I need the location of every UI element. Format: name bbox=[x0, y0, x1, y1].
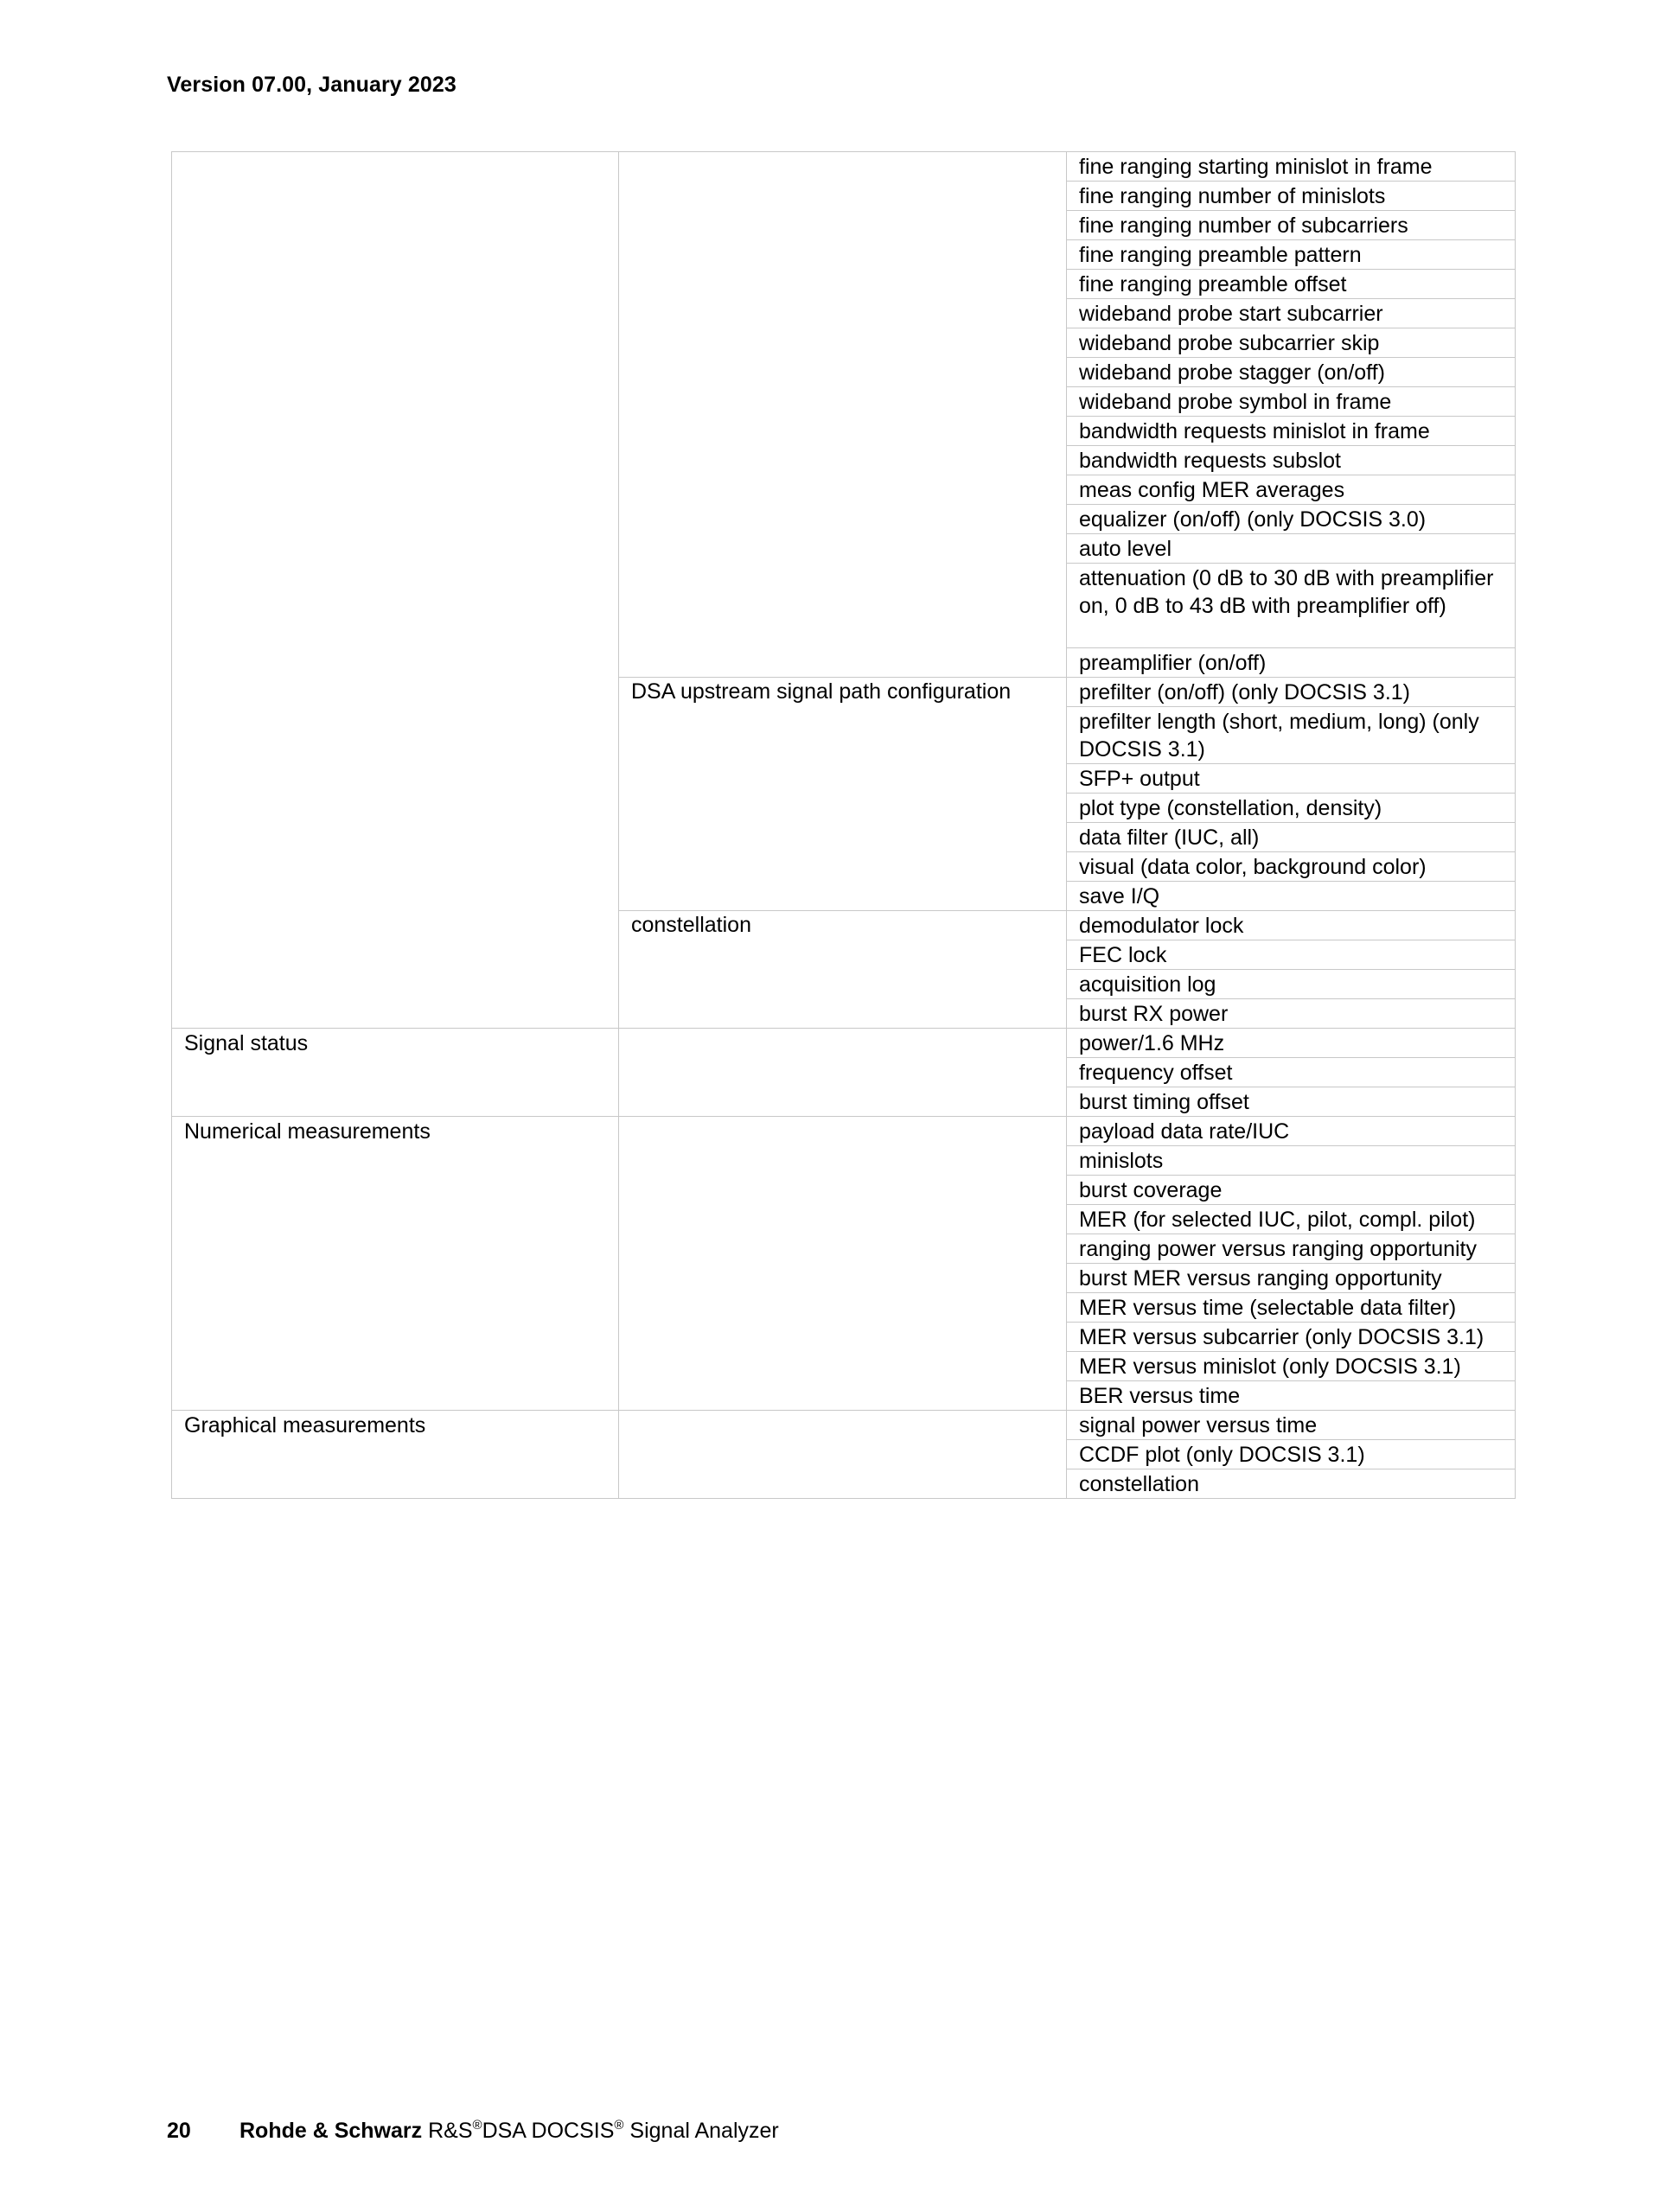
subcategory-cell bbox=[619, 678, 1067, 911]
list-item: burst timing offset bbox=[1079, 1090, 1249, 1114]
list-item: ranging power versus ranging opportunity bbox=[1067, 1234, 1515, 1264]
list-item: fine ranging preamble offset bbox=[1067, 270, 1515, 299]
category-cell bbox=[172, 1029, 619, 1117]
list-item: MER versus time (selectable data filter) bbox=[1067, 1293, 1515, 1323]
subcategory-label: DSA upstream signal path configuration bbox=[631, 679, 1012, 704]
list-item: SFP+ output bbox=[1067, 764, 1515, 794]
list-item: MER versus subcarrier (only DOCSIS 3.1) bbox=[1067, 1323, 1515, 1352]
list-item: wideband probe start subcarrier bbox=[1067, 299, 1515, 328]
table-row bbox=[172, 1029, 1516, 1117]
category-label: Signal status bbox=[184, 1031, 309, 1055]
list-item: meas config MER averages bbox=[1067, 475, 1515, 505]
table-row bbox=[172, 152, 1516, 678]
footer bbox=[167, 2119, 779, 2144]
product-prefix: R&S bbox=[428, 2119, 473, 2143]
items-cell bbox=[1067, 1411, 1516, 1499]
list-item: MER (for selected IUC, pilot, compl. pilot) bbox=[1067, 1205, 1515, 1234]
category-cell bbox=[172, 1411, 619, 1499]
list-item: CCDF plot (only DOCSIS 3.1) bbox=[1067, 1440, 1515, 1469]
list-item: fine ranging number of minislots bbox=[1067, 182, 1515, 211]
subcategory-cell bbox=[619, 911, 1067, 1029]
header-version: Version 07.00, January 2023 bbox=[167, 73, 456, 97]
list-item: BER versus time bbox=[1079, 1384, 1241, 1408]
list-item: equalizer (on/off) (only DOCSIS 3.0) bbox=[1067, 505, 1515, 534]
list-item: auto level bbox=[1067, 534, 1515, 564]
list-item: fine ranging preamble pattern bbox=[1067, 240, 1515, 270]
list-item: prefilter length (short, medium, long) (only DOCSIS 3.1) bbox=[1067, 707, 1515, 764]
list-item: MER versus minislot (only DOCSIS 3.1) bbox=[1067, 1352, 1515, 1381]
product-name: DSA DOCSIS bbox=[482, 2119, 615, 2143]
category-label: Graphical measurements bbox=[184, 1413, 426, 1437]
brand-name: Rohde & Schwarz bbox=[239, 2119, 423, 2143]
list-item: acquisition log bbox=[1067, 970, 1515, 999]
subcategory-cell bbox=[619, 152, 1067, 678]
list-item: preamplifier (on/off) bbox=[1079, 651, 1267, 675]
subcategory-cell bbox=[619, 1411, 1067, 1499]
registered-mark: ® bbox=[614, 2118, 624, 2132]
list-item: attenuation (0 dB to 30 dB with preamplifier on, 0 dB to 43 dB with preamplifier off) bbox=[1067, 564, 1515, 648]
table-row bbox=[172, 1117, 1516, 1411]
items-cell bbox=[1067, 911, 1516, 1029]
list-item: fine ranging starting minislot in frame bbox=[1067, 152, 1515, 182]
product-suffix: Signal Analyzer bbox=[629, 2119, 779, 2143]
list-item: wideband probe stagger (on/off) bbox=[1067, 358, 1515, 387]
registered-mark: ® bbox=[472, 2118, 482, 2132]
spec-table bbox=[171, 151, 1516, 1499]
list-item: payload data rate/IUC bbox=[1067, 1117, 1515, 1146]
subcategory-cell bbox=[619, 1117, 1067, 1411]
category-label: Numerical measurements bbox=[184, 1119, 431, 1144]
list-item: prefilter (on/off) (only DOCSIS 3.1) bbox=[1067, 678, 1515, 707]
list-item: minislots bbox=[1067, 1146, 1515, 1176]
list-item: burst coverage bbox=[1067, 1176, 1515, 1205]
list-item: constellation bbox=[1079, 1472, 1199, 1496]
category-label bbox=[172, 152, 618, 153]
list-item: signal power versus time bbox=[1067, 1411, 1515, 1440]
list-item: data filter (IUC, all) bbox=[1067, 823, 1515, 852]
spec-table-body bbox=[172, 152, 1516, 1499]
table-row bbox=[172, 1411, 1516, 1499]
items-cell bbox=[1067, 678, 1516, 911]
list-item: frequency offset bbox=[1067, 1058, 1515, 1087]
list-item: wideband probe subcarrier skip bbox=[1067, 328, 1515, 358]
list-item: bandwidth requests subslot bbox=[1067, 446, 1515, 475]
list-item: FEC lock bbox=[1067, 940, 1515, 970]
subcategory-cell bbox=[619, 1029, 1067, 1117]
subcategory-label: constellation bbox=[631, 913, 751, 937]
list-item: wideband probe symbol in frame bbox=[1067, 387, 1515, 417]
list-item: burst RX power bbox=[1079, 1002, 1229, 1026]
items-cell bbox=[1067, 152, 1516, 678]
list-item: plot type (constellation, density) bbox=[1067, 794, 1515, 823]
items-cell bbox=[1067, 1117, 1516, 1411]
list-item: save I/Q bbox=[1079, 884, 1160, 908]
items-cell bbox=[1067, 1029, 1516, 1117]
page-number: 20 bbox=[167, 2119, 191, 2143]
list-item: power/1.6 MHz bbox=[1067, 1029, 1515, 1058]
category-cell bbox=[172, 152, 619, 1029]
list-item: bandwidth requests minislot in frame bbox=[1067, 417, 1515, 446]
list-item: demodulator lock bbox=[1067, 911, 1515, 940]
list-item: visual (data color, background color) bbox=[1067, 852, 1515, 882]
list-item: burst MER versus ranging opportunity bbox=[1067, 1264, 1515, 1293]
list-item: fine ranging number of subcarriers bbox=[1067, 211, 1515, 240]
category-cell bbox=[172, 1117, 619, 1411]
